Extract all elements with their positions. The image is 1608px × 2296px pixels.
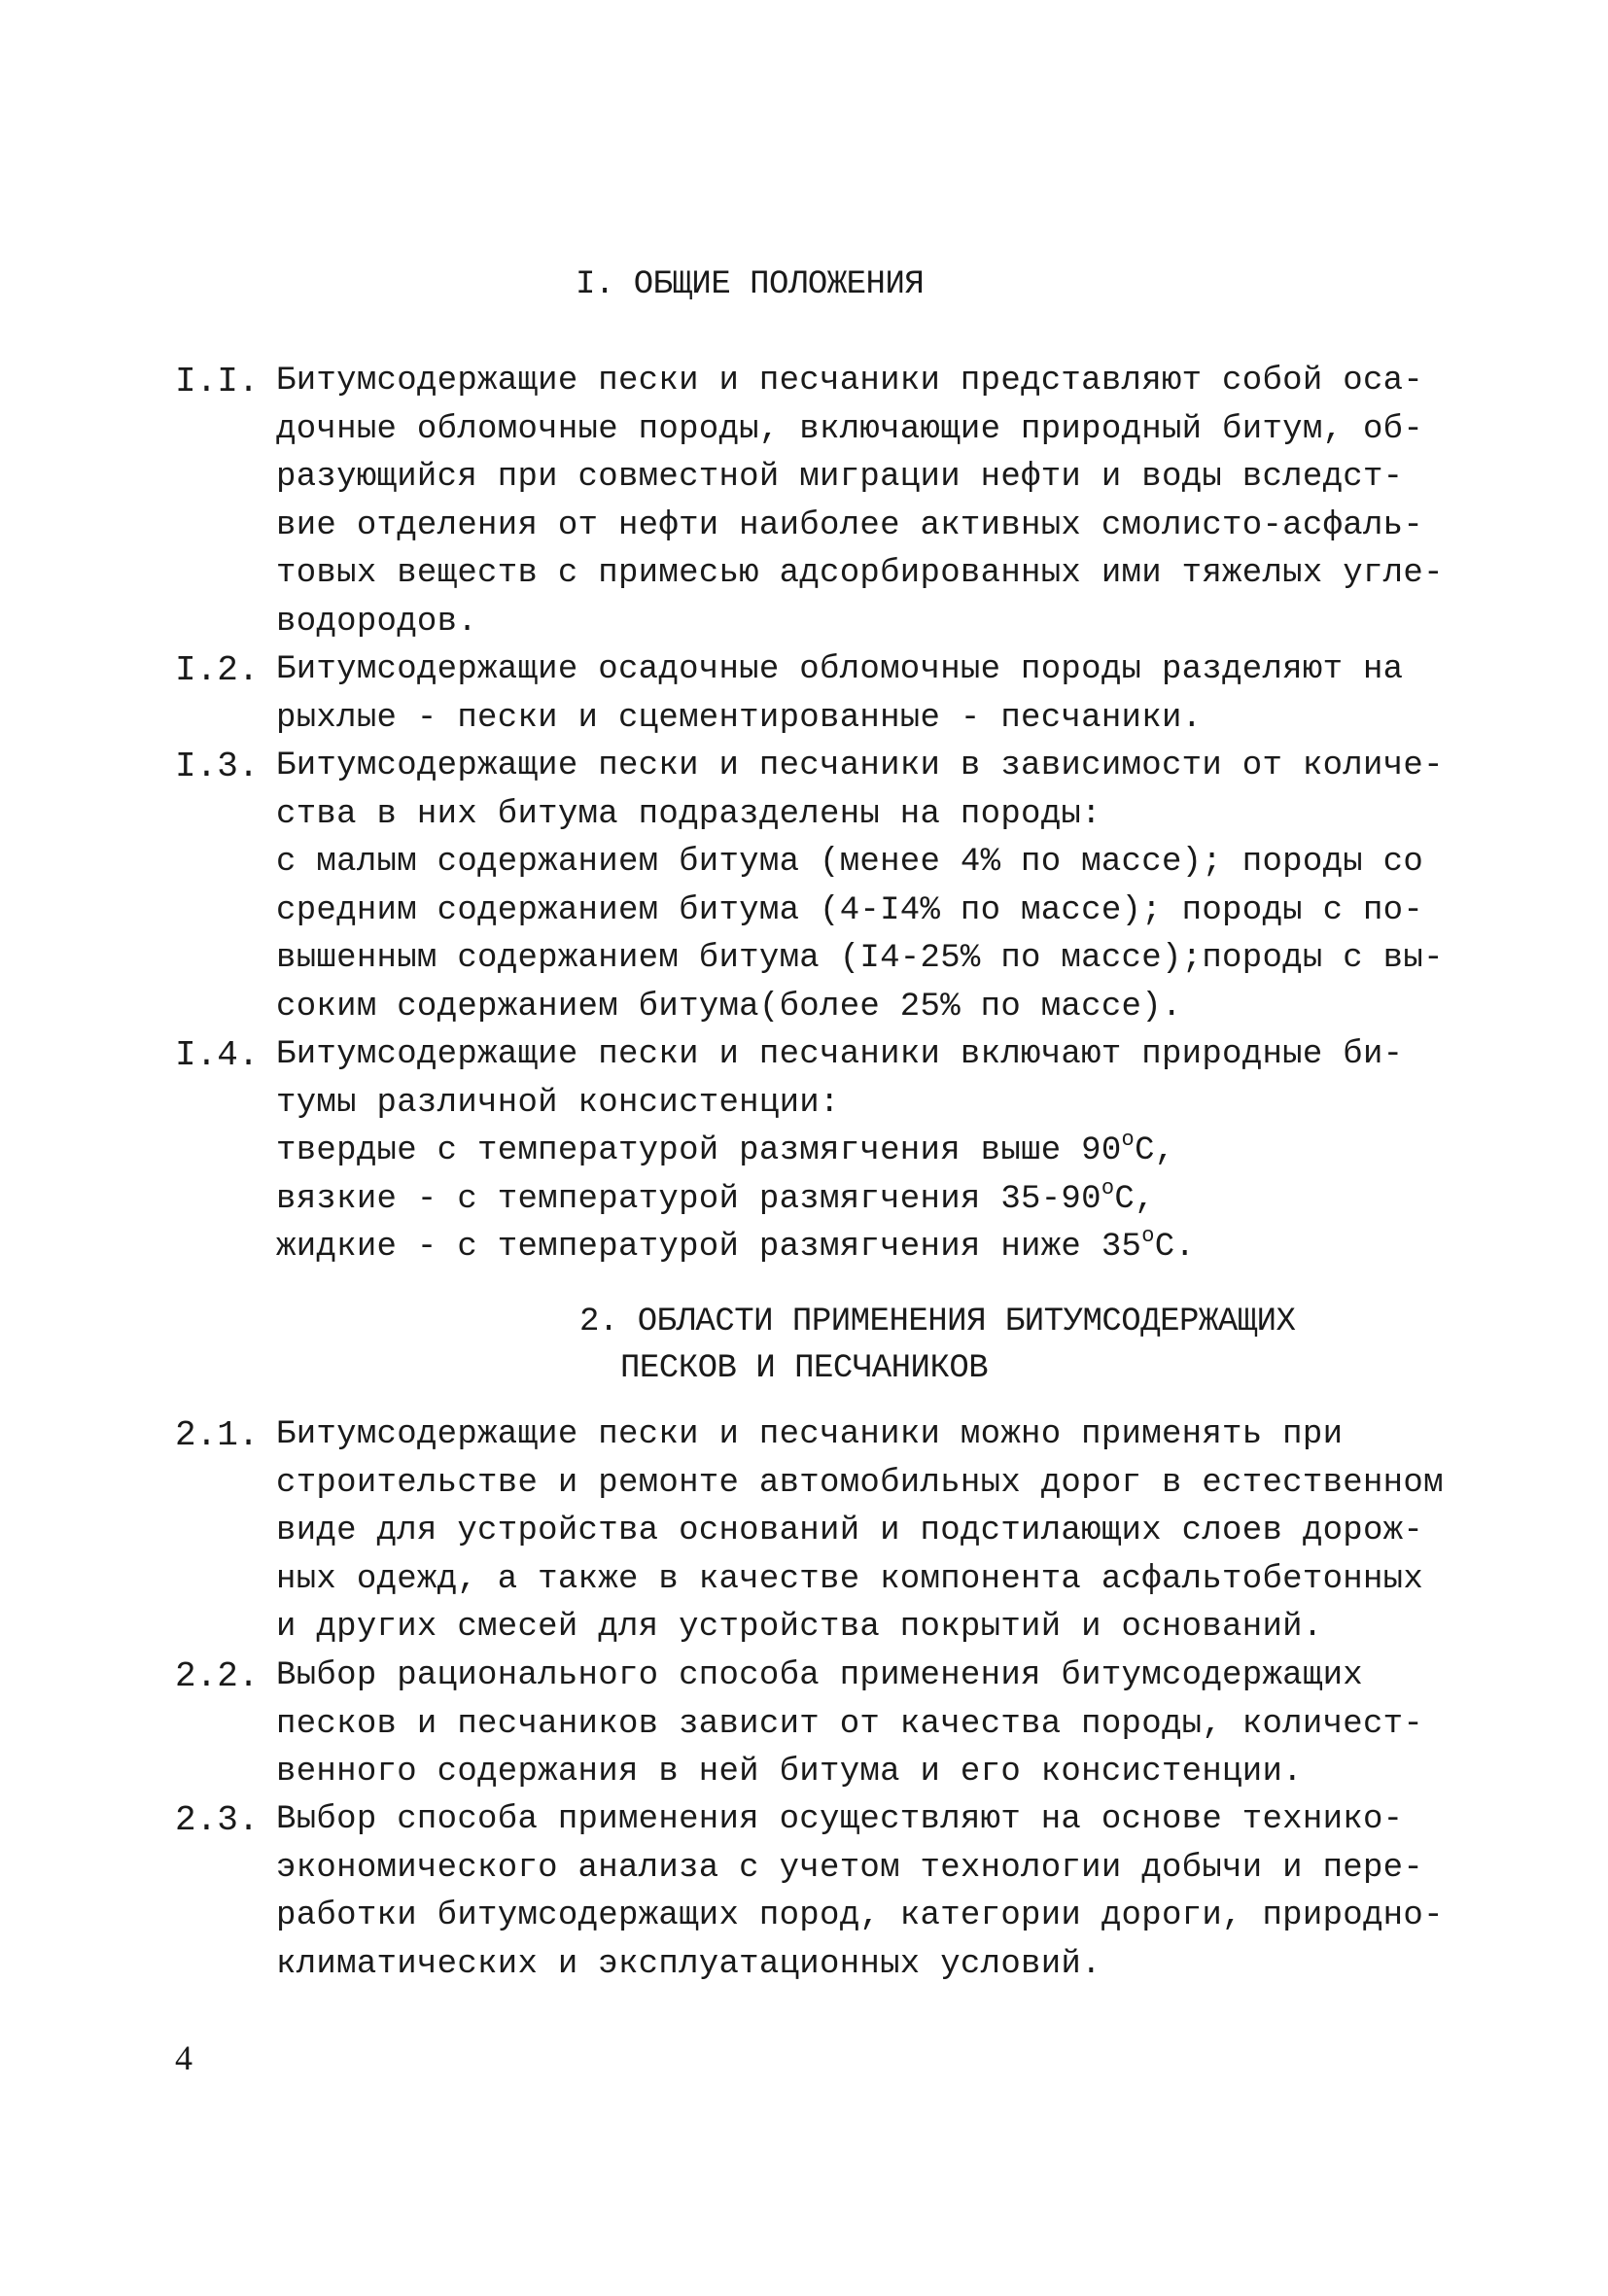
text-line: песков и песчаников зависит от качества породы, количест- — [276, 1705, 1424, 1743]
line-text: вязкие - с температурой размягчения 35-90 — [276, 1180, 1101, 1218]
text-line: Выбор рационального способа применения битумсодержащих — [276, 1657, 1363, 1694]
text-line: Битумсодержащие пески и песчаники включают природные би- — [276, 1036, 1404, 1073]
text-line: ства в них битума подразделены на породы: — [276, 795, 1101, 833]
degree-sign: o — [1141, 1224, 1155, 1248]
text-line: с малым содержанием битума (менее 4% по массе); породы со — [276, 844, 1424, 881]
unit-suffix: C. — [1154, 1229, 1196, 1266]
text-line: дочные обломочные породы, включающие природный битум, об- — [276, 410, 1424, 448]
text-line: климатических и эксплуатационных условий. — [276, 1945, 1101, 1983]
paragraph-number: 2.1. — [175, 1415, 260, 1455]
line-text: жидкие - с температурой размягчения ниже 35 — [276, 1229, 1142, 1266]
text-line: Выбор способа применения осуществляют на основе технико- — [276, 1801, 1404, 1838]
text-line: экономического анализа с учетом технологии добычи и пере- — [276, 1849, 1424, 1887]
text-line: соким содержанием битума(более 25% по массе). — [276, 988, 1182, 1026]
text-line: разующийся при совместной миграции нефти и воды вследст- — [276, 459, 1404, 496]
unit-suffix: C, — [1114, 1180, 1155, 1218]
page-number: 4 — [175, 2038, 192, 2077]
line-text: твердые с температурой размягчения выше 90 — [276, 1132, 1122, 1169]
paragraph-number: I.4. — [175, 1035, 260, 1075]
paragraph-number: 2.3. — [175, 1800, 260, 1840]
section-2-heading-line-1: 2. ОБЛАСТИ ПРИМЕНЕНИЯ БИТУМСОДЕРЖАЩИХ — [579, 1304, 1296, 1340]
section-2-heading-line-2: ПЕСКОВ И ПЕСЧАНИКОВ — [620, 1350, 989, 1387]
text-line: работки битумсодержащих пород, категории дороги, природно- — [276, 1897, 1444, 1934]
text-line: водородов. — [276, 603, 478, 641]
text-line: венного содержания в ней битума и его консистенции. — [276, 1754, 1303, 1791]
temperature-line-liquid — [276, 1224, 1403, 1272]
text-line: Битумсодержащие пески и песчаники в зависимости от количе- — [276, 748, 1444, 784]
paragraph-number: I.2. — [175, 650, 260, 690]
text-line: Битумсодержащие осадочные обломочные породы разделяют на — [276, 651, 1404, 688]
text-line: и других смесей для устройства покрытий и оснований. — [276, 1609, 1323, 1646]
text-line: виде для устройства оснований и подстилающих слоев дорож- — [276, 1513, 1424, 1549]
section-1-heading: I. ОБЩИЕ ПОЛОЖЕНИЯ — [576, 266, 925, 303]
text-line: вие отделения от нефти наиболее активных смолисто-асфаль- — [276, 506, 1424, 544]
text-line: рыхлые - пески и сцементированные - песчаники. — [276, 699, 1203, 737]
text-line: вышенным содержанием битума (I4-25% по массе);породы с вы- — [276, 940, 1444, 977]
paragraph-number: 2.2. — [175, 1656, 260, 1696]
degree-sign: o — [1121, 1128, 1136, 1152]
paragraph-number: I.3. — [175, 747, 260, 786]
unit-suffix: C, — [1135, 1132, 1175, 1169]
text-line: тумы различной консистенции: — [276, 1084, 840, 1122]
temperature-line-viscous — [276, 1176, 1403, 1225]
text-line: средним содержанием битума (4-I4% по массе); породы с по- — [276, 891, 1424, 929]
text-line: товых веществ с примесью адсорбированных ими тяжелых угле- — [276, 555, 1444, 592]
text-line: Битумсодержащие пески и песчаники представляют собой оса- — [276, 363, 1424, 400]
paragraph-number: I.I. — [175, 362, 260, 401]
text-line: ных одежд, а также в качестве компонента асфальтобетонных — [276, 1560, 1424, 1598]
temperature-line-solid — [276, 1128, 1403, 1176]
degree-sign: o — [1101, 1175, 1115, 1200]
text-line: строительстве и ремонте автомобильных дорог в естественном — [276, 1464, 1444, 1502]
text-line: Битумсодержащие пески и песчаники можно применять при — [276, 1416, 1344, 1453]
